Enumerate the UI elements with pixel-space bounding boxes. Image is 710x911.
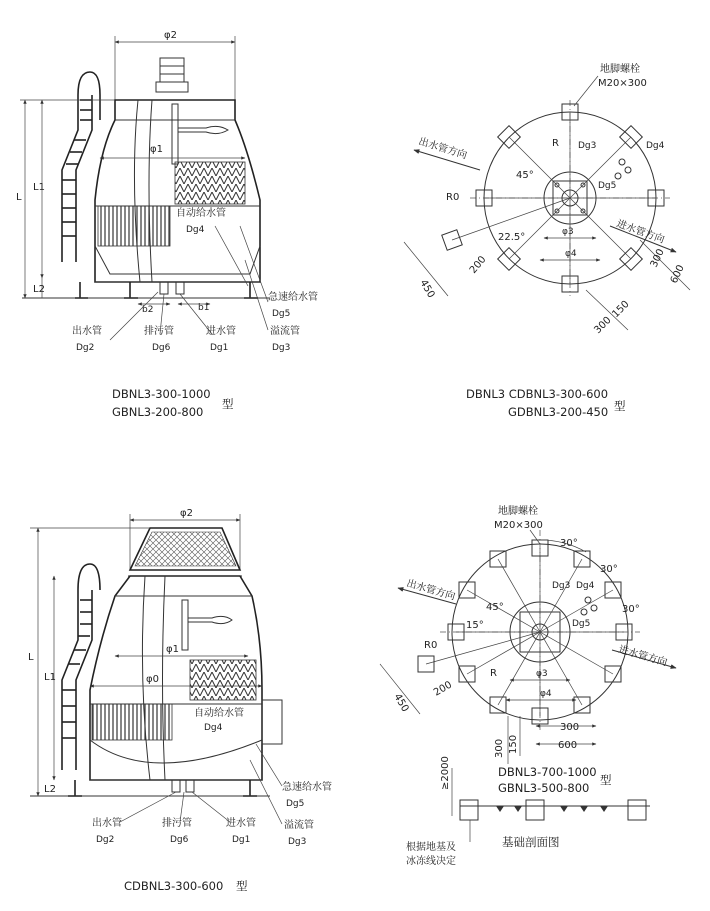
panel-b-bolt-label: 地脚螺栓 bbox=[600, 64, 640, 75]
panel-d-foundation-title: 基础剖面图 bbox=[502, 835, 560, 849]
panel-a-caption-suffix: 型 bbox=[222, 397, 234, 411]
panel-c-label-rapid-feed-dg: Dg5 bbox=[286, 799, 305, 809]
dim-L2-label: L2 bbox=[33, 284, 45, 295]
label-drain: 排污管 bbox=[144, 326, 174, 337]
panel-c-dim-phi0: φ0 bbox=[146, 674, 159, 685]
panel-b-dg4: Dg4 bbox=[646, 141, 665, 151]
panel-d-outlet-dir: 出水管方向 bbox=[405, 578, 457, 603]
panel-c-dim-L: L bbox=[28, 652, 34, 663]
dim-b2-label: b2 bbox=[142, 305, 154, 315]
panel-d-caption-line2: GBNL3-500-800 bbox=[498, 781, 590, 795]
panel-c-dim-L1: L1 bbox=[44, 672, 56, 683]
panel-b-inlet-dir: 进水管方向 bbox=[614, 218, 666, 246]
fan-motor bbox=[156, 58, 188, 92]
label-rapid-feed: 急速给水管 bbox=[268, 292, 318, 303]
panel-c-dim-phi1: φ1 bbox=[166, 644, 179, 655]
panel-b-bolt-size: M20×300 bbox=[598, 78, 647, 89]
dim-phi1-label: φ1 bbox=[150, 144, 163, 155]
panel-c-label-overflow-dg: Dg3 bbox=[288, 837, 307, 847]
panel-d-foundation-note1: 根据地基及 bbox=[406, 842, 456, 853]
panel-c-label-inlet-dg: Dg1 bbox=[232, 835, 251, 845]
panel-d-d600: 600 bbox=[558, 740, 578, 751]
panel-d-angle-30c: 30° bbox=[622, 604, 640, 615]
panel-d-angle-45: 45° bbox=[486, 602, 504, 613]
panel-d-dg4: Dg4 bbox=[576, 581, 595, 591]
panel-d-phi4: φ4 bbox=[540, 689, 552, 699]
panel-d-angle-30b: 30° bbox=[600, 564, 618, 575]
label-inlet-dg: Dg1 bbox=[210, 343, 229, 353]
label-outlet-dg: Dg2 bbox=[76, 343, 95, 353]
panel-c-label-overflow: 溢流管 bbox=[284, 820, 314, 831]
panel-d-foundation-note2: 冰冻线决定 bbox=[406, 856, 456, 867]
panel-a-caption-line2: GBNL3-200-800 bbox=[112, 405, 204, 419]
panel-d-angle-15: 15° bbox=[466, 620, 484, 631]
panel-b-caption-line1: DBNL3 CDBNL3-300-600 bbox=[466, 387, 609, 401]
panel-d-d450: 450 bbox=[391, 692, 411, 715]
label-overflow: 溢流管 bbox=[270, 326, 300, 337]
panel-d-d2000: ≥2000 bbox=[440, 756, 451, 790]
panel-c-dim-L2: L2 bbox=[44, 784, 56, 795]
dim-b1-label: b1 bbox=[198, 303, 210, 313]
panel-a-elevation bbox=[16, 30, 318, 419]
panel-c-label-inlet: 进水管 bbox=[226, 818, 256, 829]
panel-d-d150: 150 bbox=[508, 734, 519, 754]
panel-b-caption-line2: GDBNL3-200-450 bbox=[508, 405, 609, 419]
panel-b-angle-22: 22.5° bbox=[498, 232, 526, 243]
panel-d-dg5: Dg5 bbox=[572, 619, 591, 629]
panel-d-R0: R0 bbox=[424, 640, 438, 651]
panel-d-d300b: 300 bbox=[494, 738, 505, 758]
panel-b-angle-45: 45° bbox=[516, 170, 534, 181]
panel-d-caption-suffix: 型 bbox=[600, 773, 612, 787]
panel-c-dim-phi2: φ2 bbox=[180, 508, 193, 519]
panel-c-label-auto-feed: 自动给水管 bbox=[194, 708, 244, 719]
label-drain-dg: Dg6 bbox=[152, 343, 171, 353]
panel-c-label-auto-feed-dg: Dg4 bbox=[204, 723, 223, 733]
panel-c-elevation bbox=[28, 508, 332, 893]
panel-c-caption: CDBNL3-300-600 bbox=[124, 879, 224, 893]
label-auto-feed-dg: Dg4 bbox=[186, 225, 205, 235]
panel-b-R0: R0 bbox=[446, 192, 460, 203]
panel-b-R: R bbox=[552, 138, 559, 149]
panel-b-d600: 600 bbox=[668, 263, 687, 286]
panel-d-dg3: Dg3 bbox=[552, 581, 571, 591]
panel-d-bolt-size: M20×300 bbox=[494, 520, 543, 531]
label-overflow-dg: Dg3 bbox=[272, 343, 291, 353]
panel-d-phi3: φ3 bbox=[536, 669, 548, 679]
label-outlet: 出水管 bbox=[72, 326, 102, 337]
panel-c-caption-suffix: 型 bbox=[236, 879, 248, 893]
panel-b-d150: 150 bbox=[610, 298, 632, 321]
panel-b-outlet-dir: 出水管方向 bbox=[417, 136, 469, 162]
panel-b-dg3: Dg3 bbox=[578, 141, 597, 151]
panel-c-label-drain-dg: Dg6 bbox=[170, 835, 189, 845]
panel-c-label-outlet-dg: Dg2 bbox=[96, 835, 115, 845]
dim-phi2-label: φ2 bbox=[164, 30, 177, 41]
panel-c-label-outlet: 出水管 bbox=[92, 818, 122, 829]
panel-d-foundation-plan bbox=[380, 504, 676, 867]
dim-L-label: L bbox=[16, 192, 22, 203]
panel-b-caption-suffix: 型 bbox=[614, 399, 626, 413]
panel-b-d450: 450 bbox=[417, 278, 437, 301]
panel-b-d200: 200 bbox=[467, 254, 489, 276]
panel-b-foundation-plan bbox=[404, 62, 690, 419]
label-auto-feed: 自动给水管 bbox=[176, 208, 226, 219]
panel-b-phi4: φ4 bbox=[565, 249, 577, 259]
panel-d-bolt-label: 地脚螺栓 bbox=[498, 506, 538, 517]
panel-c-label-drain: 排污管 bbox=[162, 818, 192, 829]
panel-a-caption-line1: DBNL3-300-1000 bbox=[112, 387, 211, 401]
panel-d-R: R bbox=[490, 668, 497, 679]
panel-c-label-rapid-feed: 急速给水管 bbox=[282, 782, 332, 793]
panel-d-d200: 200 bbox=[432, 679, 455, 699]
dim-L1-label: L1 bbox=[33, 182, 45, 193]
panel-d-angle-30a: 30° bbox=[560, 538, 578, 549]
panel-b-d300a: 300 bbox=[648, 247, 667, 270]
label-inlet: 进水管 bbox=[206, 326, 236, 337]
label-rapid-feed-dg: Dg5 bbox=[272, 309, 291, 319]
panel-b-phi3: φ3 bbox=[562, 227, 574, 237]
panel-d-inlet-dir: 进水管方向 bbox=[617, 644, 669, 669]
panel-d-caption-line1: DBNL3-700-1000 bbox=[498, 765, 597, 779]
panel-d-d300a: 300 bbox=[560, 722, 580, 733]
panel-b-dg5: Dg5 bbox=[598, 181, 617, 191]
panel-b-d300b: 300 bbox=[592, 314, 614, 337]
